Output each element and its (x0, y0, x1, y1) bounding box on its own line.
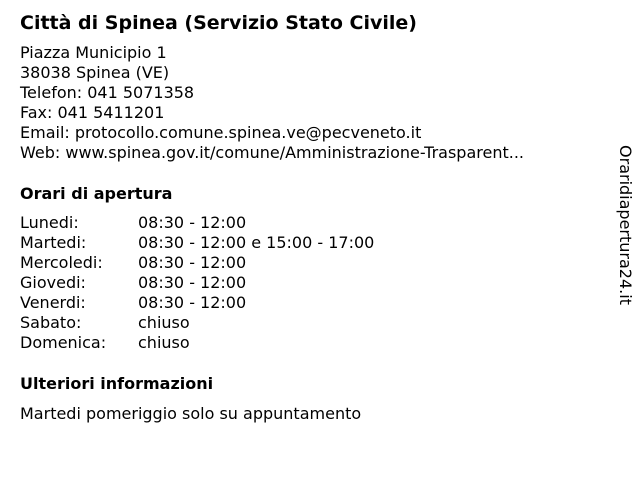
day-label: Sabato: (20, 313, 82, 332)
fax-line: Fax: 041 5411201 (20, 103, 165, 122)
contact-block (20, 43, 524, 163)
day-label: Venerdi: (20, 293, 86, 312)
email-line: Email: protocollo.comune.spinea.ve@pecveneto.it (20, 123, 422, 142)
day-label: Lunedi: (20, 213, 79, 232)
day-label: Giovedi: (20, 273, 86, 292)
site-watermark: Oraridiapertura24.it (616, 145, 635, 305)
address-line-1: Piazza Municipio 1 (20, 43, 167, 62)
day-label: Domenica: (20, 333, 107, 352)
web-line: Web: www.spinea.gov.it/comune/Amministrazione-Trasparent... (20, 143, 525, 162)
opening-hours-heading: Orari di apertura (20, 184, 173, 203)
address-line-2: 38038 Spinea (VE) (20, 63, 170, 82)
time-value: 08:30 - 12:00 e 15:00 - 17:00 (138, 233, 375, 252)
day-label: Mercoledi: (20, 253, 103, 272)
time-value: 08:30 - 12:00 (138, 293, 247, 312)
page-title: Città di Spinea (Servizio Stato Civile) (20, 12, 417, 34)
additional-info-text: Martedi pomeriggio solo su appuntamento (20, 404, 362, 423)
time-value: chiuso (138, 313, 190, 332)
phone-line: Telefon: 041 5071358 (20, 83, 195, 102)
time-value: 08:30 - 12:00 (138, 273, 247, 292)
day-label: Martedi: (20, 233, 87, 252)
time-value: 08:30 - 12:00 (138, 213, 247, 232)
additional-info-heading: Ulteriori informazioni (20, 374, 214, 393)
time-value: 08:30 - 12:00 (138, 253, 247, 272)
time-value: chiuso (138, 333, 190, 352)
